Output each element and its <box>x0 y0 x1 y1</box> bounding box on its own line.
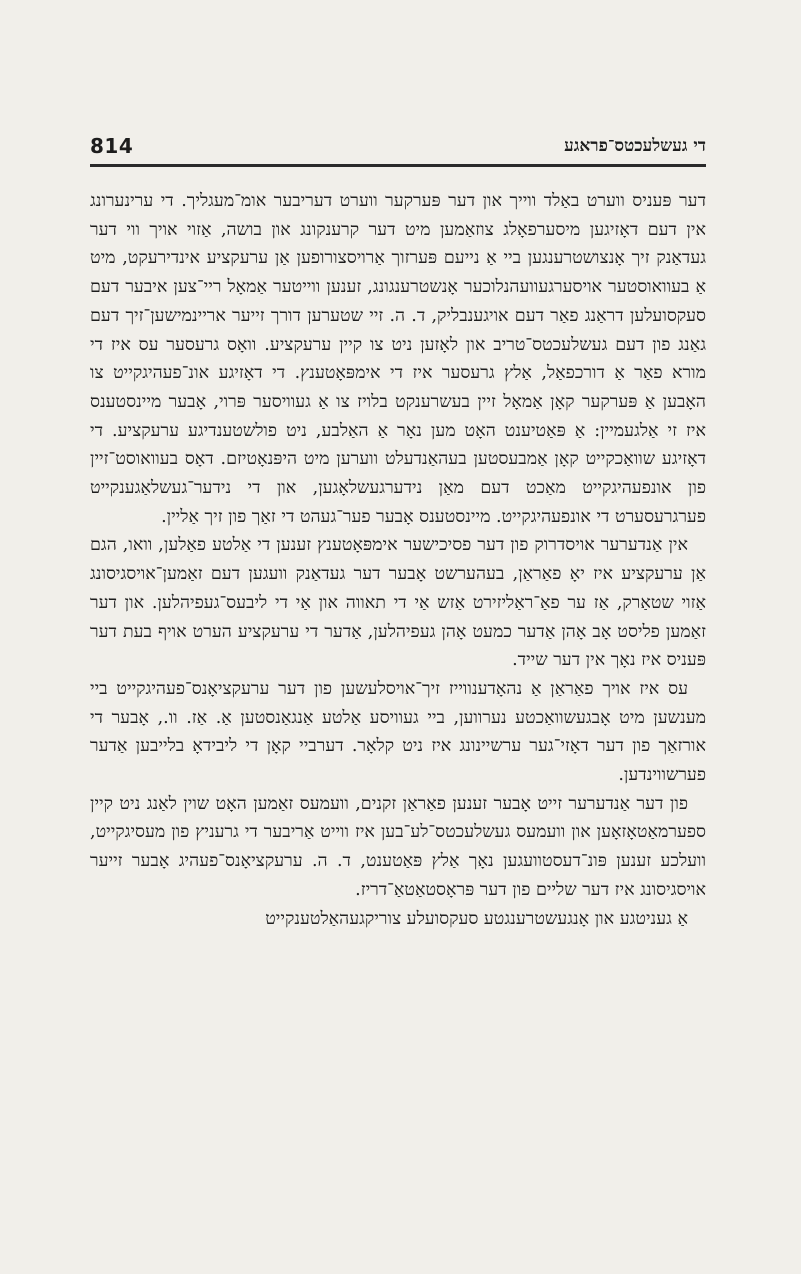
paragraph-3: עס איז אויך פאַראַן אַ נהאָדענווייז זיך־אויסלעשען פון דער ערעקציאָנס־פעהיגקייט ביי מענשען מיט אָבגעשוואַכטע נערווען, ביי געוויסע אַלטע אַנגאַנסטען אַ. אַז. וו., אָבער די אורזאַך פון דער דאָזי־גער ערשיינונג איז ניט קלאָר. דערביי קאָן די ליבידאָ בלייבען אַדער פערשווינדען. <box>90 678 706 786</box>
paragraph-5: אַ געניטגע און אָנגעשטרענגטע סעקסועלע צוריקגעהאַלטענקייט <box>265 908 688 929</box>
paragraph-1: דער פּעניס ווערט באַלד ווייך און דער פּערקער ווערט דעריבער אומ־מעגליך. די ערינערונג אין דעם דאָזיגען מיסערפאָלג צוזאַמען מיט דער קרענקונג און בושה, אַזוי אויך ווי דער געדאַנק זיך אָנצושטרענגען ביי אַ נייעם פּערזוך אַרויסצורופען אַן ערעקציע אינדירעקט, מיט אַ בעוואוסטער אויסערגעוועהנלוכער אָנשטרענגונג, זענען ווייטער אַמאָל ריי־צען איבער דעם סעקסועלען דראַנג פאַר דעם אויגענבליק, ד. ה. זיי שטערען דורך זייער אריינמישען־זיך דעם גאַנג פון דעם געשלעכטס־טריב און לאָזען ניט צו קיין ערעקציע. וואָס גרעסער עס איז די מורא פאַר אַ דורכפאַל, אַלץ גרעסער איז די אימפּאָטענץ. די דאָזיגע אונ־פעהיגקייט צו האָבען אַ פּערקער קאָן אַמאָל זיין בעשרענקט בלויז צו אַ געוויסער פּרוי, אָבער מיינסטענס איז זי אַלגעמיין: אַ פּאַטיענט האָט מען נאָר אַ האַלבע, ניט פולשטענדיגע ערעקציע. די דאָזיגע שוואַכקייט קאָן אַמבעסטען בעהאַנדעלט ווערען מיט היפּנאָטיזם. דאָס בעוואוסט־זיין פון אונפעהיגקייט מאַכט דעם מאַן נידערגעשלאָגען, און די נידער־געשלאַגענקייט פערגרעסערט די אונפעהיגקייט. מיינסטענס אָבער פער־געהט די זאַך פון זיך אַליין. <box>90 191 706 527</box>
header-rule <box>90 164 706 167</box>
body-text <box>90 187 706 933</box>
paragraph-2: אין אַנדערער אויסדרוק פון דער פסיכישער אימפּאָטענץ זענען די אַלטע פאַלען, וואו, הגם אַן ערעקציע איז יאָ פאַראַן, בעהערשט אָבער דער געדאַנק וועגען דעם זאַמען־אויסגיסונג אַזוי שטאַרק, אַז ער פאַ־ראַליזירט אַזש אַי די תאווה און אַי די ליבעס־געפיהלען. און דער זאַמען פליסט אָב אָהן אַדער כמעט אָהן געפיהלען, אַדער די ערעקציע הערט אויף בעת דער פּעניס איז נאָך אין דער שייד. <box>90 535 706 671</box>
page-number: 814 <box>90 134 134 158</box>
paragraph-4: פון דער אַנדערער זייט אָבער זענען פאַראַן זקנים, וועמעס זאַמען האָט שוין לאַנג ניט קיין ספערמאַטאָזאָען און וועמעס געשלעכטס־לע־בען איז ווייט אַריבער די גרעניץ פון מעסיגקייט, וועלכע זענען פּונ־דעסטוועגען נאָך אַלץ פּאַטענט, ד. ה. ערעקציאָנס־פעהיג אָבער זייער אויסגיסונג איז דער שליים פון דער פּראָסטאַטאַ־דריז. <box>90 793 706 900</box>
page-header <box>90 134 706 160</box>
running-title: די געשלעכטס־פראגע <box>564 136 706 156</box>
